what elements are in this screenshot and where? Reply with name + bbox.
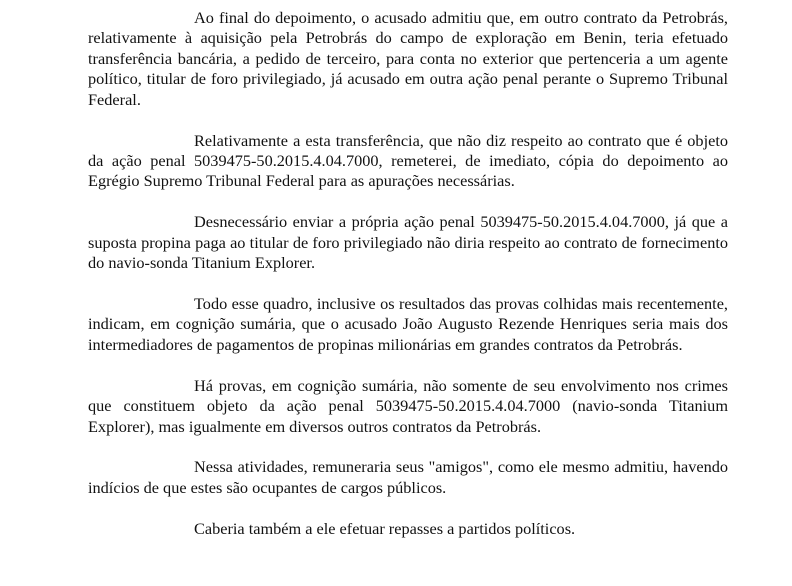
paragraph-1: Ao final do depoimento, o acusado admitiu que, em outro contrato da Petrobrás, relativamente à aquisição pela Petrobrás do campo de exploração em Benin, teria efetuado transferência bancária, a pedido de terceiro, para conta no exterior que pertenceria a um agente político, titular de foro privilegiado, já acusado em outra ação penal perante o Supremo Tribunal Federal.: [88, 8, 728, 109]
document-page: [88, 8, 728, 539]
paragraph-4: Todo esse quadro, inclusive os resultados das provas colhidas mais recentemente, indicam, em cognição sumária, que o acusado João Augusto Rezende Henriques seria mais dos intermediadores de pagamentos de propinas milionárias em grandes contratos da Petrobrás.: [88, 293, 728, 354]
paragraph-6: Nessa atividades, remuneraria seus "amigos", como ele mesmo admitiu, havendo indícios de que estes são ocupantes de cargos públicos.: [88, 457, 728, 497]
paragraph-7: Caberia também a ele efetuar repasses a partidos políticos.: [194, 518, 576, 538]
paragraph-3: Desnecessário enviar a própria ação penal 5039475-50.2015.4.04.7000, já que a suposta propina paga ao titular de foro privilegiado não diria respeito ao contrato de fornecimento do navio-sonda Titanium Explorer.: [88, 212, 728, 273]
paragraph-2: Relativamente a esta transferência, que não diz respeito ao contrato que é objeto da ação penal 5039475-50.2015.4.04.7000, remeterei, de imediato, cópia do depoimento ao Egrégio Supremo Tribunal Federal para as apurações necessárias.: [88, 130, 728, 191]
paragraph-5: Há provas, em cognição sumária, não somente de seu envolvimento nos crimes que constituem objeto da ação penal 5039475-50.2015.4.04.7000 (navio-sonda Titanium Explorer), mas igualmente em diversos outros contratos da Petrobrás.: [88, 375, 728, 436]
